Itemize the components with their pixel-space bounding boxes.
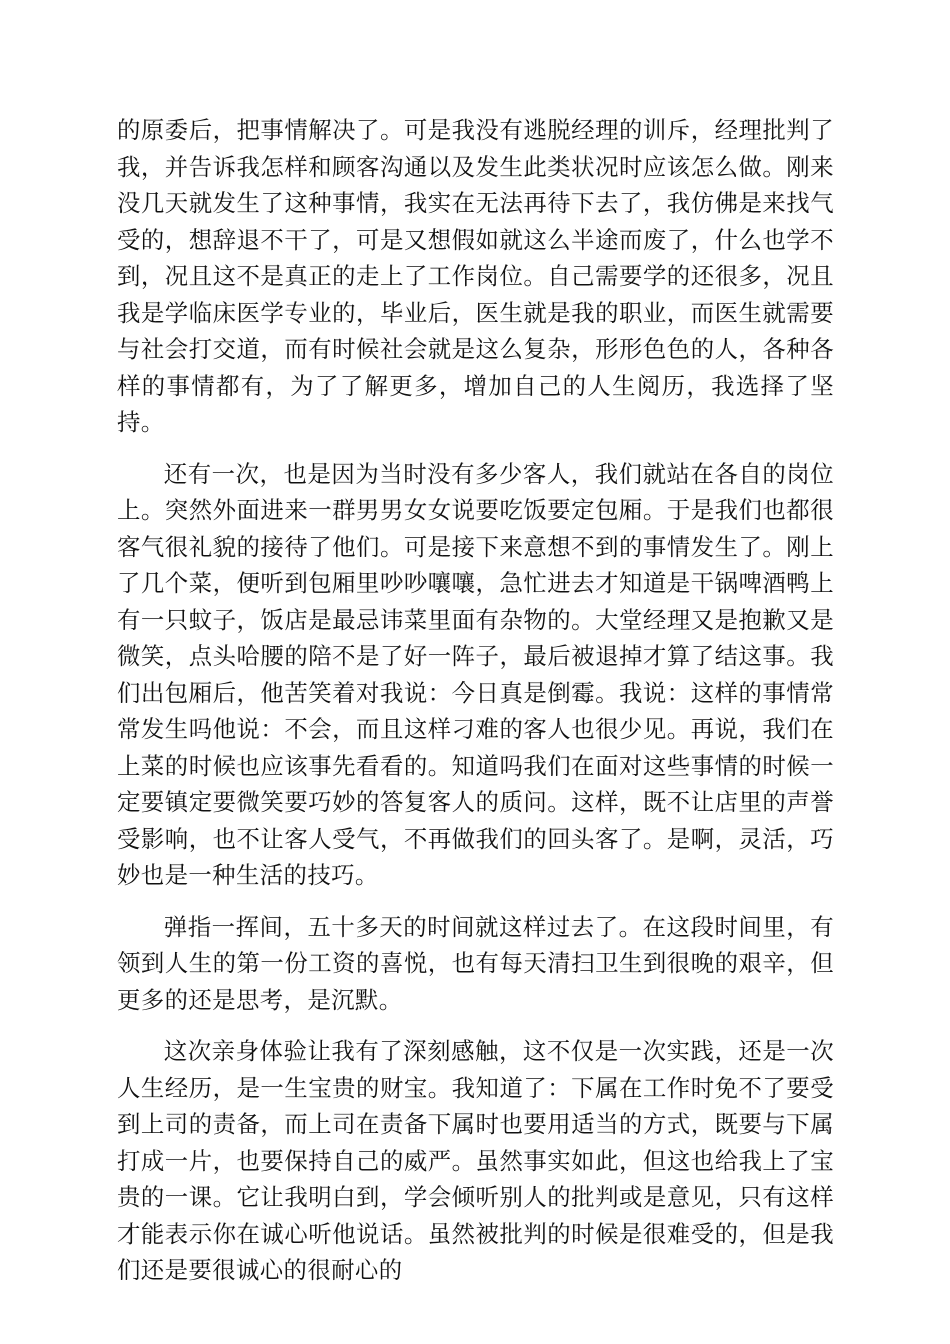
paragraph-1: 的原委后，把事情解决了。可是我没有逃脱经理的训斥，经理批判了我，并告诉我怎样和顾客沟通以及发生此类状况时应该怎么做。刚来没几天就发生了这种事情，我实在无法再待下去了，我仿佛是来找气受的，想辞退不干了，可是又想假如就这么半途而废了，什么也学不到，况且这不是真正的走上了工作岗位。自己需要学的还很多，况且我是学临床医学专业的，毕业后，医生就是我的职业，而医生就需要与社会打交道，而有时候社会就是这么复杂，形形色色的人，各种各样的事情都有，为了了解更多，增加自己的人生阅历，我选择了坚持。 [117,116,834,436]
paragraph-2: 还有一次，也是因为当时没有多少客人，我们就站在各自的岗位上。突然外面进来一群男男女女说要吃饭要定包厢。于是我们也都很客气很礼貌的接待了他们。可是接下来意想不到的事情发生了。刚上了几个菜，便听到包厢里吵吵嚷嚷，急忙进去才知道是干锅啤酒鸭上有一只蚊子，饭店是最忌讳菜里面有杂物的。大堂经理又是抱歉又是微笑，点头哈腰的陪不是了好一阵子，最后被退掉才算了结这事。我们出包厢后，他苦笑着对我说：今日真是倒霉。我说：这样的事情常常发生吗他说：不会，而且这样刁难的客人也很少见。再说，我们在上菜的时候也应该事先看看的。知道吗我们在面对这些事情的时候一定要镇定要微笑要巧妙的答复客人的质问。这样，既不让店里的声誉受影响，也不让客人受气，不再做我们的回头客了。是啊，灵活，巧妙也是一种生活的技巧。 [117,459,834,889]
document-body [117,112,834,1289]
paragraph-4: 这次亲身体验让我有了深刻感触，这不仅是一次实践，还是一次人生经历，是一生宝贵的财宝。我知道了：下属在工作时免不了要受到上司的责备，而上司在责备下属时也要用适当的方式，既要与下属打成一片，也要保持自己的威严。虽然事实如此，但这也给我上了宝贵的一课。它让我明白到，学会倾听别人的批判或是意见，只有这样才能表示你在诚心听他说话。虽然被批判的时候是很难受的，但是我们还是要很诚心的很耐心的 [117,1037,834,1284]
paragraph-3: 弹指一挥间，五十多天的时间就这样过去了。在这段时间里，有领到人生的第一份工资的喜悦，也有每天清扫卫生到很晚的艰辛，但更多的还是思考，是沉默。 [117,912,834,1014]
